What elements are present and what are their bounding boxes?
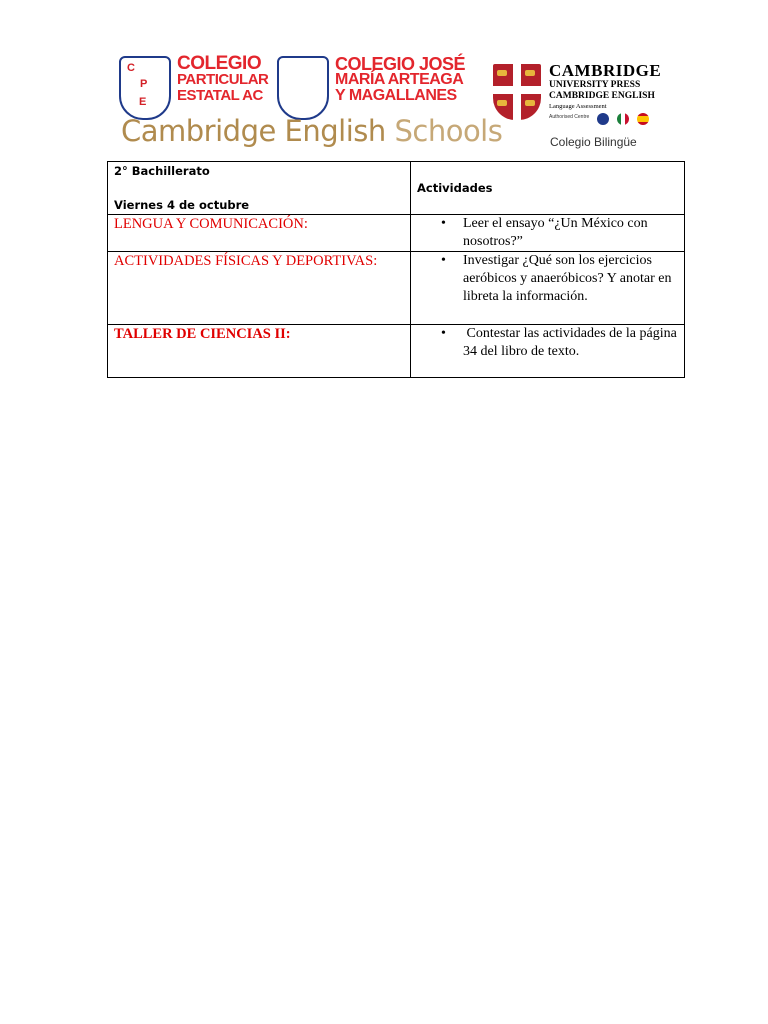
logo-letter: P [140,78,148,90]
activity-item: • Leer el ensayo “¿Un México con nosotros?” [463,215,678,251]
shield-icon [277,56,329,120]
authorised-centre: Authorised Centre [549,114,590,120]
activities-header-cell [411,162,685,215]
cambridge-logo [493,62,663,152]
activities-header: Actividades [417,181,493,195]
date-label: Viernes 4 de octubre [114,198,250,212]
letterhead [115,52,660,152]
logo-title-1: COLEGIO PARTICULAR ESTATAL AC [177,53,269,104]
uk-flag-icon [597,113,609,125]
subject-label: ACTIVIDADES FÍSICAS Y DEPORTIVAS: [114,253,378,269]
logo-letter: E [139,96,147,108]
subject-cell [108,252,411,325]
shield-icon [119,56,171,120]
grade-label: 2° Bachillerato [114,164,210,178]
subject-label: LENGUA Y COMUNICACIÓN: [114,216,308,232]
logo-cpe [119,53,269,120]
table-row [108,252,685,325]
activity-item: • Investigar ¿Qué son los ejercicios aeróbicos y anaeróbicos? Y anotar en libreta la información. [463,252,678,306]
mexico-flag-icon [617,113,629,125]
crest-icon [493,64,541,120]
activity-cell [411,215,685,252]
colegio-bilingue: Colegio Bilingüe [550,135,637,149]
spain-flag-icon [637,113,649,125]
logo-letter: C [127,62,135,74]
activity-cell [411,252,685,325]
subject-label: TALLER DE CIENCIAS II: [114,326,291,342]
table-row [108,215,685,252]
logo-jose-maria [277,56,465,120]
cambridge-english-schools-logo: Cambridge English Schools [121,114,503,148]
logo-title-2: COLEGIO JOSÉ MARÍA ARTEAGA Y MAGALLANES [335,54,466,104]
subject-cell [108,325,411,378]
subject-cell [108,215,411,252]
grade-date-cell [108,162,411,215]
table-row [108,325,685,378]
cambridge-text: CAMBRIDGE UNIVERSITY PRESS CAMBRIDGE ENGLISH Language Assessment [549,61,662,110]
activity-cell [411,325,685,378]
activity-item: • Contestar las actividades de la página 34 del libro de texto. [463,325,678,361]
table-header-row [108,162,685,215]
schedule-table [107,161,685,378]
